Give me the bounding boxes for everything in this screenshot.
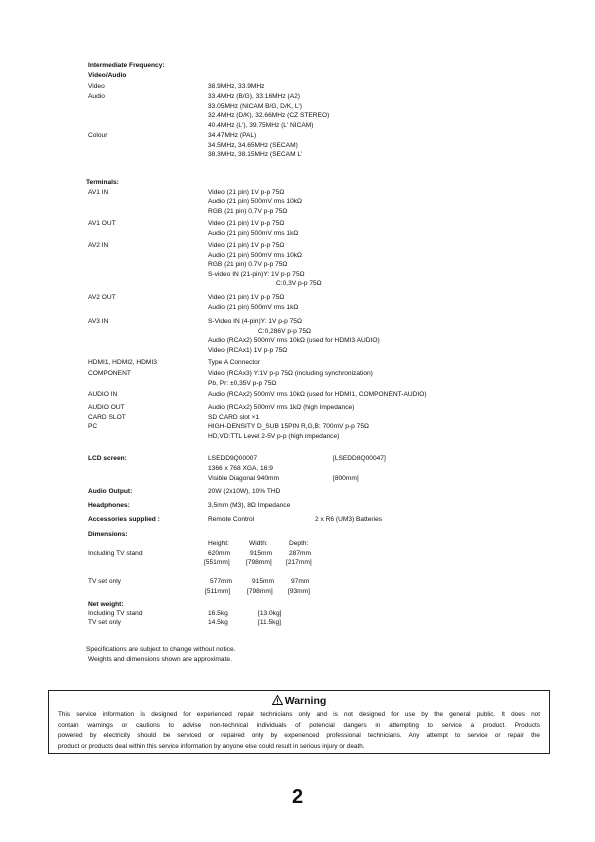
if-audio-value: 32.4MHz (D/K), 32.66MHz (CZ STEREO) bbox=[208, 112, 330, 119]
component-label: COMPONENT bbox=[88, 370, 131, 377]
dimension-value: 287mm bbox=[289, 549, 311, 557]
av1-in-value: Audio (21 pin) 500mV rms 10kΩ bbox=[208, 198, 302, 205]
dimension-value: [798mm] bbox=[247, 587, 273, 595]
warning-line: product or products deal within this service information by anyone else could result in serious injury or death. bbox=[58, 742, 365, 750]
if-audio-value: 40.4MHz (L'), 39.75MHz (L' NICAM) bbox=[208, 121, 314, 129]
av2-in-value: RGB (21 pin) 0.7V p-p 75Ω bbox=[208, 261, 288, 268]
lcd-diagonal: Visible Diagonal 940mm bbox=[208, 474, 279, 482]
dimension-value: [217mm] bbox=[286, 559, 312, 566]
warning-title bbox=[49, 695, 549, 707]
note-line: Specifications are subject to change without notice. bbox=[86, 646, 236, 653]
dimensions-set-label: TV set only bbox=[88, 578, 121, 585]
pc-value: HIGH-DENSITY D_SUB 15PIN R,G,B: 700mV p-p 75Ω bbox=[208, 423, 369, 430]
dimensions-height-header: Height: bbox=[208, 540, 229, 547]
dimensions-depth-header: Depth: bbox=[289, 540, 309, 547]
audio-output-value: 20W (2x10W), 10% THD bbox=[208, 488, 281, 495]
av1-out-label: AV1 OUT bbox=[88, 220, 116, 227]
page-number: 2 bbox=[291, 786, 304, 808]
if-colour-value: 38.3MHz, 38.15MHz (SECAM L' bbox=[208, 151, 303, 158]
warning-line: This service information is designed for experienced repair technicians only and is not designed for use by the general public. It does not bbox=[58, 711, 540, 718]
dimension-value: 97mm bbox=[291, 578, 310, 585]
av3-in-value: Audio (RCAx2) 500mV rms 10kΩ (used for HDMI3 AUDIO) bbox=[208, 337, 380, 344]
headphones-value: 3,5mm (M3), 8Ω Impedance bbox=[208, 502, 291, 509]
av1-in-value: Video (21 pin) 1V p-p 75Ω bbox=[208, 188, 285, 196]
card-slot-label: CARD SLOT bbox=[88, 413, 126, 421]
av1-out-value: Audio (21 pin) 500mV rms 1kΩ bbox=[208, 229, 299, 237]
pc-value: HD,VD:TTL Level 2-5V p-p (high impedance) bbox=[208, 432, 340, 440]
av2-out-value: Audio (21 pin) 500mV rms 1kΩ bbox=[208, 303, 299, 311]
warning-triangle-icon bbox=[272, 695, 283, 705]
audio-out-label: AUDIO OUT bbox=[88, 404, 125, 411]
card-slot-value: SD CARD slot ×1 bbox=[208, 413, 260, 421]
av2-in-value: C:0,3V p-p 75Ω bbox=[276, 280, 322, 287]
audio-output-label: Audio Output: bbox=[88, 488, 133, 495]
lcd-model: LSEDD9Q00007 bbox=[208, 455, 258, 462]
warning-line: powered by electricity should be serviced or repaired only by experienced professional technicians. Any attempt to service or repair the bbox=[58, 732, 540, 740]
dimension-value: [551mm] bbox=[204, 559, 230, 566]
av3-in-value: S-Video IN (4-pin)Y: 1V p-p 75Ω bbox=[208, 318, 302, 325]
accessories-label: Accessories supplied : bbox=[88, 516, 160, 523]
net-weight-set-label: TV set only bbox=[88, 619, 121, 626]
accessories-batteries: 2 x R6 (UM3) Batteries bbox=[315, 516, 383, 523]
component-value: Pb, Pr: ±0,35V p-p 75Ω bbox=[208, 379, 277, 387]
hdmi-label: HDMI1, HDMI2, HDMI3 bbox=[88, 359, 157, 366]
warning-text bbox=[58, 710, 540, 752]
hdmi-value: Type A Connector bbox=[208, 359, 261, 366]
dimension-value: [798mm] bbox=[246, 559, 272, 566]
if-audio-label: Audio bbox=[88, 93, 105, 100]
av2-out-value: Video (21 pin) 1V p-p 75Ω bbox=[208, 294, 285, 301]
note-line: Weights and dimensions shown are approximate. bbox=[88, 655, 232, 663]
if-video-value: 38.9MHz, 33.9MHz bbox=[208, 83, 265, 90]
headphones-label: Headphones: bbox=[88, 502, 130, 509]
net-weight-value: [11.5kg] bbox=[258, 619, 281, 626]
pc-label: PC bbox=[88, 423, 98, 430]
if-colour-value: 34.47MHz (PAL) bbox=[208, 132, 257, 139]
net-weight-stand-label: Including TV stand bbox=[88, 610, 143, 617]
audio-out-value: Audio (RCAx2) 500mV rms 1kΩ (high Impedance) bbox=[208, 404, 355, 411]
terminals-title: Terminals: bbox=[86, 179, 119, 186]
dimension-value: [511mm] bbox=[205, 587, 231, 595]
audio-in-label: AUDIO IN bbox=[88, 390, 118, 398]
if-subtitle: Video/Audio bbox=[88, 71, 127, 79]
lcd-diagonal-alt: [800mm] bbox=[333, 474, 359, 482]
dimension-value: 620mm bbox=[208, 549, 230, 557]
av2-in-value: Video (21 pin) 1V p-p 75Ω bbox=[208, 242, 285, 249]
av3-in-value: Video (RCAx1) 1V p-p 75Ω bbox=[208, 346, 288, 354]
if-video-label: Video bbox=[88, 83, 105, 90]
component-value: Video (RCAx3) Y:1V p-p 75Ω (including synchronization) bbox=[208, 370, 373, 377]
accessories-remote: Remote Control bbox=[208, 516, 255, 523]
av3-in-label: AV3 IN bbox=[88, 318, 109, 325]
dimension-value: 577mm bbox=[210, 578, 232, 585]
av2-out-label: AV2 OUT bbox=[88, 294, 116, 301]
warning-line: contain warnings or cautions to advise non-technical individuals of potencial dangers in attempting to service a product. Products bbox=[58, 721, 540, 729]
warning-box bbox=[48, 690, 550, 754]
av3-in-value: C:0,286V p-p 75Ω bbox=[258, 327, 311, 335]
dimensions-label: Dimensions: bbox=[88, 530, 128, 538]
dimensions-stand-label: Including TV stand bbox=[88, 549, 143, 557]
av2-in-value: S-video IN (21-pin)Y: 1V p-p 75Ω bbox=[208, 270, 305, 278]
av1-out-value: Video (21 pin) 1V p-p 75Ω bbox=[208, 220, 285, 227]
av1-in-value: RGB (21 pin) 0,7V p-p 75Ω bbox=[208, 207, 288, 215]
net-weight-value: 14.5kg bbox=[208, 619, 228, 626]
net-weight-value: 16.5kg bbox=[208, 610, 228, 617]
if-audio-value: 33.05MHz (NICAM B/G, D/K, L') bbox=[208, 102, 302, 110]
dimension-value: 915mm bbox=[252, 578, 274, 585]
if-title: Intermediate Frequency: bbox=[88, 62, 165, 69]
net-weight-label: Net weight: bbox=[88, 601, 124, 608]
dimension-value: [93mm] bbox=[288, 587, 310, 595]
av2-in-label: AV2 IN bbox=[88, 242, 109, 249]
av2-in-value: Audio (21 pin) 500mV rms 10kΩ bbox=[208, 251, 302, 259]
if-colour-value: 34.5MHz, 34.65MHz (SECAM) bbox=[208, 141, 298, 149]
dimensions-width-header: Width: bbox=[249, 540, 268, 547]
warning-title-text: Warning bbox=[284, 695, 327, 707]
lcd-model-alt: [LSEDD8Q00047] bbox=[333, 455, 386, 462]
net-weight-value: [13.0kg] bbox=[258, 610, 282, 617]
av1-in-label: AV1 IN bbox=[88, 188, 109, 196]
dimension-value: 915mm bbox=[250, 549, 272, 557]
lcd-label: LCD screen: bbox=[88, 455, 127, 462]
lcd-resolution: 1366 x 768 XGA, 16:9 bbox=[208, 465, 273, 472]
audio-in-value: Audio (RCAx2) 500mV rms 10kΩ (used for HDMI1, COMPONENT-AUDIO) bbox=[208, 390, 427, 398]
if-colour-label: Colour bbox=[88, 132, 108, 139]
if-audio-value: 33.4MHz (B/G), 33.16MHz (A2) bbox=[208, 93, 300, 100]
